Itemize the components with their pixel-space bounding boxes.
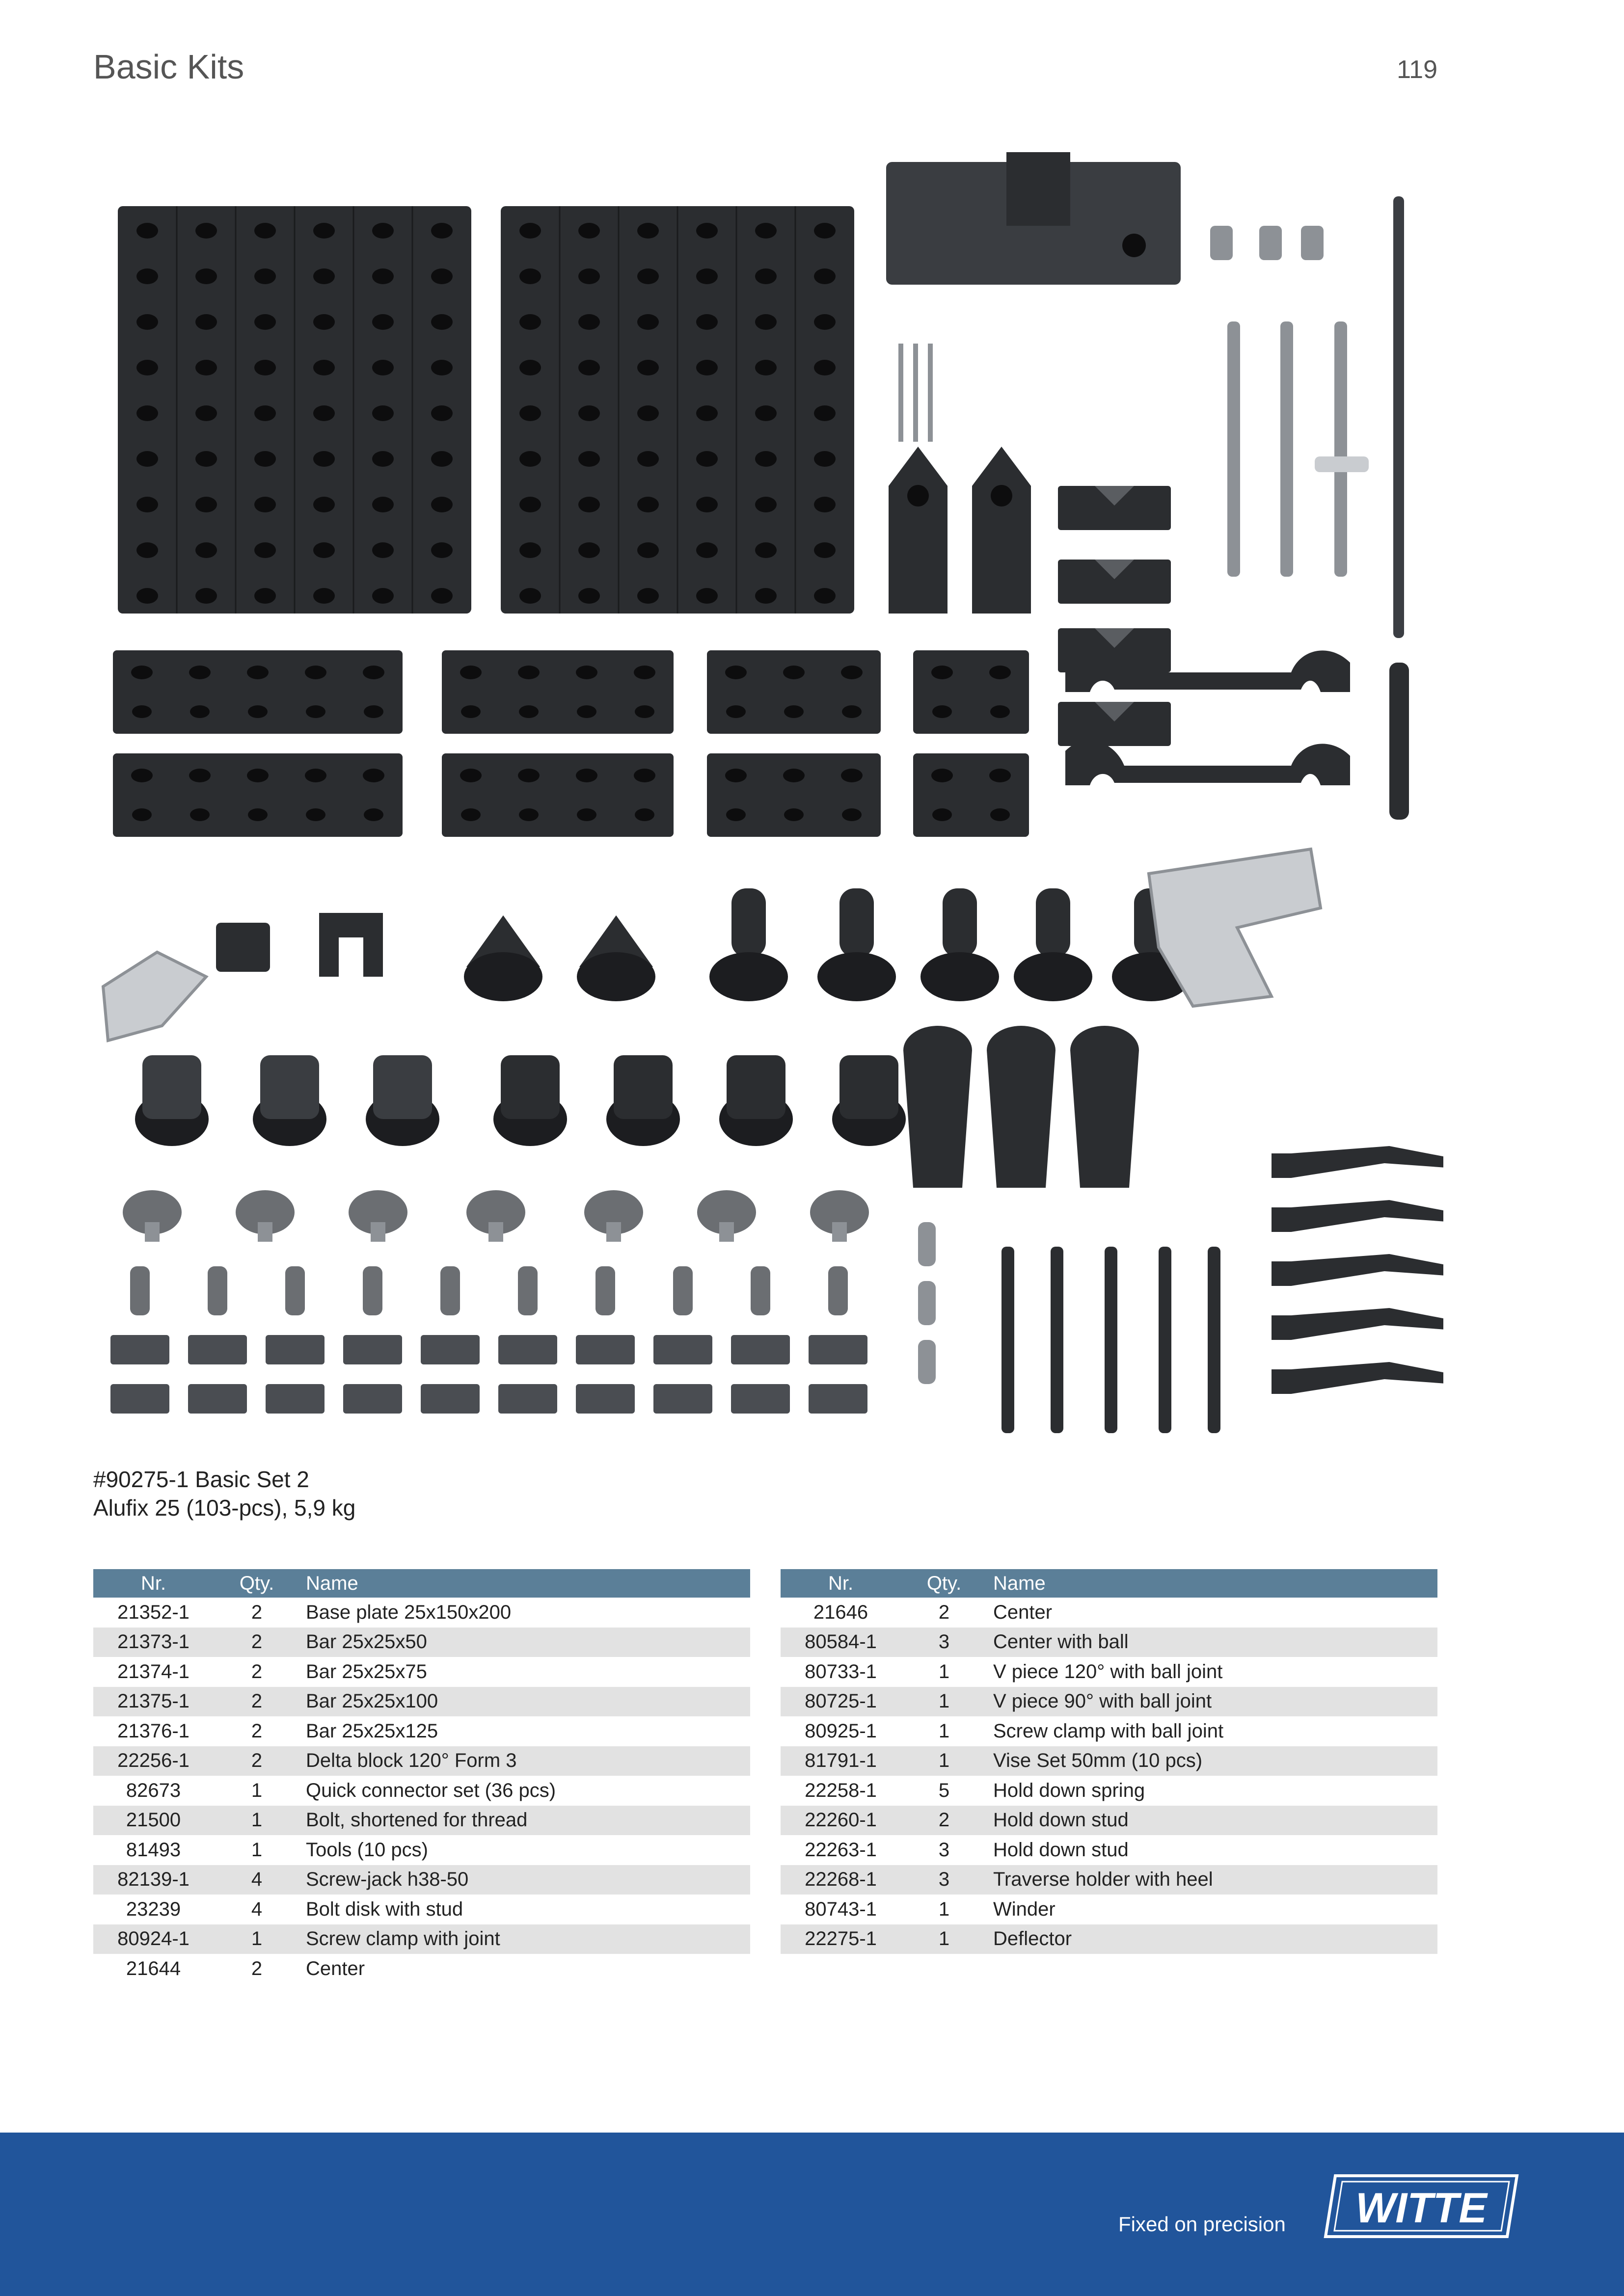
cell-qty: 1 bbox=[251, 1779, 263, 1801]
cell-nr: 22258-1 bbox=[805, 1779, 877, 1801]
cell-qty: 2 bbox=[938, 1601, 950, 1623]
cell-nr: 22275-1 bbox=[781, 1924, 901, 1954]
cell-qty: 1 bbox=[901, 1687, 987, 1717]
cell-name: Bolt, shortened for thread bbox=[300, 1806, 750, 1836]
cell-nr: 80743-1 bbox=[805, 1898, 877, 1920]
parts-table-left bbox=[93, 1569, 750, 1984]
table-row bbox=[93, 1806, 750, 1836]
cell-qty: 3 bbox=[938, 1839, 950, 1861]
logo-text: WITTE bbox=[1355, 2185, 1487, 2232]
cell-name: Bar 25x25x75 bbox=[306, 1660, 427, 1682]
table-row bbox=[93, 1835, 750, 1865]
column-header-name: Name bbox=[987, 1569, 1437, 1598]
cell-nr: 80925-1 bbox=[805, 1720, 877, 1742]
table-row bbox=[781, 1716, 1437, 1746]
cell-qty: 1 bbox=[251, 1839, 263, 1861]
column-header-nr: Nr. bbox=[781, 1569, 901, 1598]
table-row bbox=[781, 1598, 1437, 1628]
cell-qty: 2 bbox=[251, 1601, 263, 1623]
table-row bbox=[93, 1657, 750, 1687]
table-row bbox=[781, 1924, 1437, 1954]
set-title bbox=[93, 1465, 355, 1522]
table-row bbox=[781, 1835, 1437, 1865]
kit-product-image bbox=[93, 142, 1443, 1443]
cell-qty: 2 bbox=[251, 1660, 263, 1682]
table-row bbox=[781, 1895, 1437, 1924]
cell-qty: 3 bbox=[901, 1628, 987, 1657]
cell-nr: 22263-1 bbox=[805, 1839, 877, 1861]
cell-name: Hold down stud bbox=[993, 1839, 1129, 1861]
cell-qty: 4 bbox=[251, 1898, 263, 1920]
table-row bbox=[93, 1865, 750, 1895]
cell-qty: 2 bbox=[901, 1806, 987, 1836]
column-header-nr: Nr. bbox=[93, 1569, 214, 1598]
table-row bbox=[781, 1865, 1437, 1895]
cell-qty: 1 bbox=[214, 1806, 300, 1836]
cell-nr: 23239 bbox=[126, 1898, 181, 1920]
cell-name: Bolt disk with stud bbox=[306, 1898, 463, 1920]
cell-qty: 4 bbox=[214, 1865, 300, 1895]
cell-name: Delta block 120° Form 3 bbox=[300, 1746, 750, 1776]
cell-name: Vise Set 50mm (10 pcs) bbox=[987, 1746, 1437, 1776]
cell-nr: 80733-1 bbox=[805, 1660, 877, 1682]
cell-name: Traverse holder with heel bbox=[987, 1865, 1437, 1895]
cell-name: Hold down spring bbox=[993, 1779, 1145, 1801]
cell-nr: 21374-1 bbox=[117, 1660, 189, 1682]
table-row bbox=[781, 1806, 1437, 1836]
cell-qty: 5 bbox=[938, 1779, 950, 1801]
cell-name: Base plate 25x150x200 bbox=[306, 1601, 512, 1623]
cell-nr: 82673 bbox=[126, 1779, 181, 1801]
cell-nr: 21500 bbox=[93, 1806, 214, 1836]
cell-name: Deflector bbox=[987, 1924, 1437, 1954]
cell-nr: 81791-1 bbox=[781, 1746, 901, 1776]
cell-qty: 1 bbox=[901, 1746, 987, 1776]
column-header-qty: Qty. bbox=[901, 1569, 987, 1598]
cell-nr: 21376-1 bbox=[117, 1720, 189, 1742]
set-title-line2: Alufix 25 (103-pcs), 5,9 kg bbox=[93, 1495, 356, 1521]
table-row bbox=[93, 1954, 750, 1984]
table-row bbox=[93, 1687, 750, 1717]
column-header-name: Name bbox=[300, 1569, 750, 1598]
cell-qty: 2 bbox=[214, 1628, 300, 1657]
table-row bbox=[781, 1628, 1437, 1657]
cell-qty: 1 bbox=[938, 1720, 950, 1742]
cell-qty: 1 bbox=[938, 1660, 950, 1682]
cell-nr: 22268-1 bbox=[781, 1865, 901, 1895]
cell-nr: 82139-1 bbox=[93, 1865, 214, 1895]
table-header-row bbox=[93, 1569, 750, 1598]
table-row bbox=[93, 1628, 750, 1657]
cell-qty: 3 bbox=[901, 1865, 987, 1895]
cell-name: Bar 25x25x50 bbox=[300, 1628, 750, 1657]
cell-name: Quick connector set (36 pcs) bbox=[306, 1779, 556, 1801]
table-row bbox=[93, 1598, 750, 1628]
table-row bbox=[93, 1716, 750, 1746]
cell-nr: 21373-1 bbox=[93, 1628, 214, 1657]
set-title-line1: #90275-1 Basic Set 2 bbox=[93, 1467, 309, 1492]
cell-name: Screw clamp with joint bbox=[300, 1924, 750, 1954]
cell-name: Center with ball bbox=[987, 1628, 1437, 1657]
cell-qty: 2 bbox=[214, 1687, 300, 1717]
cell-qty: 2 bbox=[214, 1746, 300, 1776]
cell-qty: 1 bbox=[938, 1898, 950, 1920]
table-row bbox=[93, 1746, 750, 1776]
column-header-qty: Qty. bbox=[214, 1569, 300, 1598]
cell-qty: 2 bbox=[251, 1957, 263, 1979]
table-row bbox=[781, 1687, 1437, 1717]
footer-slogan: Fixed on precision bbox=[1118, 2213, 1286, 2236]
cell-name: Center bbox=[993, 1601, 1053, 1623]
parts-table-right bbox=[781, 1569, 1437, 1954]
cell-name: Hold down stud bbox=[987, 1806, 1437, 1836]
cell-name: Tools (10 pcs) bbox=[306, 1839, 428, 1861]
cell-name: V piece 120° with ball joint bbox=[993, 1660, 1223, 1682]
page-title: Basic Kits bbox=[93, 48, 244, 86]
cell-qty: 1 bbox=[901, 1924, 987, 1954]
cell-name: Screw-jack h38-50 bbox=[300, 1865, 750, 1895]
cell-qty: 1 bbox=[214, 1924, 300, 1954]
table-row bbox=[93, 1895, 750, 1924]
cell-nr: 21375-1 bbox=[93, 1687, 214, 1717]
table-row bbox=[781, 1746, 1437, 1776]
table-header-row bbox=[781, 1569, 1437, 1598]
cell-nr: 21352-1 bbox=[117, 1601, 189, 1623]
witte-logo bbox=[1321, 2172, 1522, 2241]
table-row bbox=[93, 1924, 750, 1954]
cell-nr: 80584-1 bbox=[781, 1628, 901, 1657]
cell-nr: 22256-1 bbox=[93, 1746, 214, 1776]
cell-nr: 81493 bbox=[126, 1839, 181, 1861]
cell-name: Center bbox=[306, 1957, 365, 1979]
cell-name: Bar 25x25x125 bbox=[306, 1720, 438, 1742]
table-row bbox=[93, 1776, 750, 1806]
cell-name: V piece 90° with ball joint bbox=[987, 1687, 1437, 1717]
table-row bbox=[781, 1657, 1437, 1687]
cell-nr: 21644 bbox=[126, 1957, 181, 1979]
page-number: 119 bbox=[1397, 55, 1437, 84]
cell-nr: 80924-1 bbox=[93, 1924, 214, 1954]
cell-name: Bar 25x25x100 bbox=[300, 1687, 750, 1717]
cell-nr: 80725-1 bbox=[781, 1687, 901, 1717]
cell-name: Screw clamp with ball joint bbox=[993, 1720, 1224, 1742]
table-row bbox=[781, 1776, 1437, 1806]
cell-qty: 2 bbox=[251, 1720, 263, 1742]
cell-name: Winder bbox=[993, 1898, 1056, 1920]
cell-nr: 22260-1 bbox=[781, 1806, 901, 1836]
cell-nr: 21646 bbox=[813, 1601, 868, 1623]
